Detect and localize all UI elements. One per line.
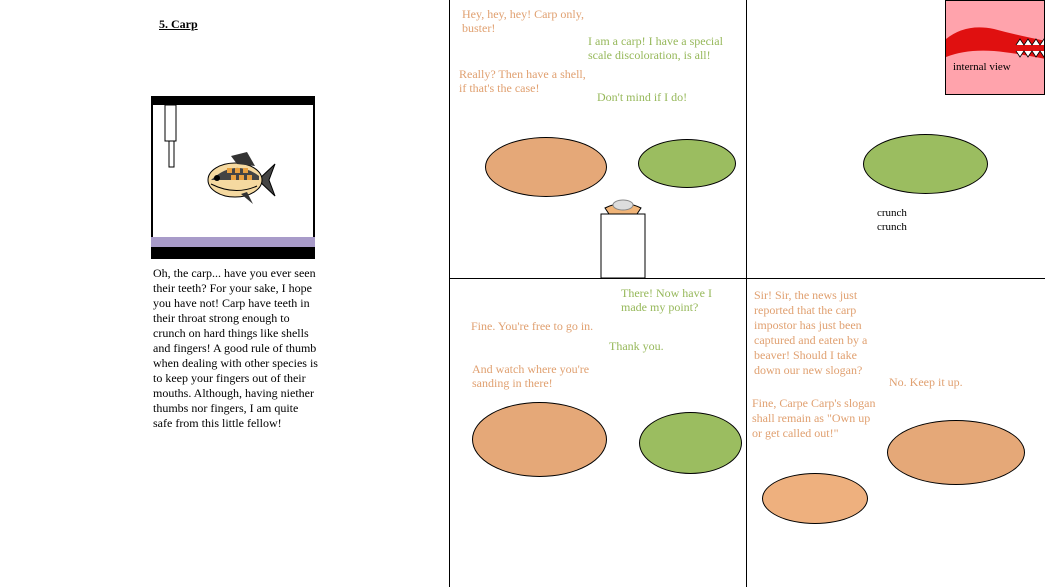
panel1-line1: Hey, hey, hey! Carp only, buster! [462,7,584,35]
orange-character [472,402,607,477]
green-character [639,412,742,474]
green-character-eating [863,134,988,194]
tank-bottom-bar [151,247,315,259]
panel3-line2: Fine. You're free to go in. [471,319,594,333]
panel3-line1: There! Now have I made my point? [621,286,712,314]
internal-view-inset [945,0,1045,95]
crunch-sound-1: crunch [877,207,907,219]
green-character [638,139,736,188]
panel1-line3: Really? Then have a shell, if that's the case! [459,67,586,95]
panel4-line3: Fine, Carpe Carp's slogan shall remain as "Own up or get called out!" [752,396,876,440]
orange-assistant-character [762,473,868,524]
panel1-line2: I am a carp! I have a special scale discoloration, is all! [588,34,723,62]
throat-teeth-icon [946,1,1045,95]
shell-on-pedestal-icon [598,193,650,279]
panel-divider-horizontal [449,278,1045,279]
orange-boss-character [887,420,1025,485]
fish-tank-illustration [151,96,315,259]
carp-fish-icon [151,96,315,259]
orange-character [485,137,607,197]
panel4-line1: Sir! Sir, the news just reported that the carp impostor has just been captured and eaten by a beaver! Should I take down our new slogan? [754,288,868,377]
panel4-line2: No. Keep it up. [889,375,963,389]
inset-label: internal view [953,61,1011,73]
page-title: 5. Carp [159,17,198,31]
description-text: Oh, the carp... have you ever seen their teeth? For your sake, I hope you have not! Carp have teeth in their throat strong enough to crunch on hard things like shells and fingers! A good rule of thumb when dealing with other species is to keep your fingers out of their mouths. Although, having niether thumbs nor fingers, I am quite safe from this little fellow! [153,266,318,430]
panel-divider-middle [746,0,747,587]
panel3-line3: Thank you. [609,339,664,353]
crunch-sound-2: crunch [877,221,907,233]
panel1-line4: Don't mind if I do! [597,90,688,104]
tank-gravel [151,237,315,247]
panel3-line4: And watch where you're sanding in there! [472,362,590,390]
panel-divider-left [449,0,450,587]
